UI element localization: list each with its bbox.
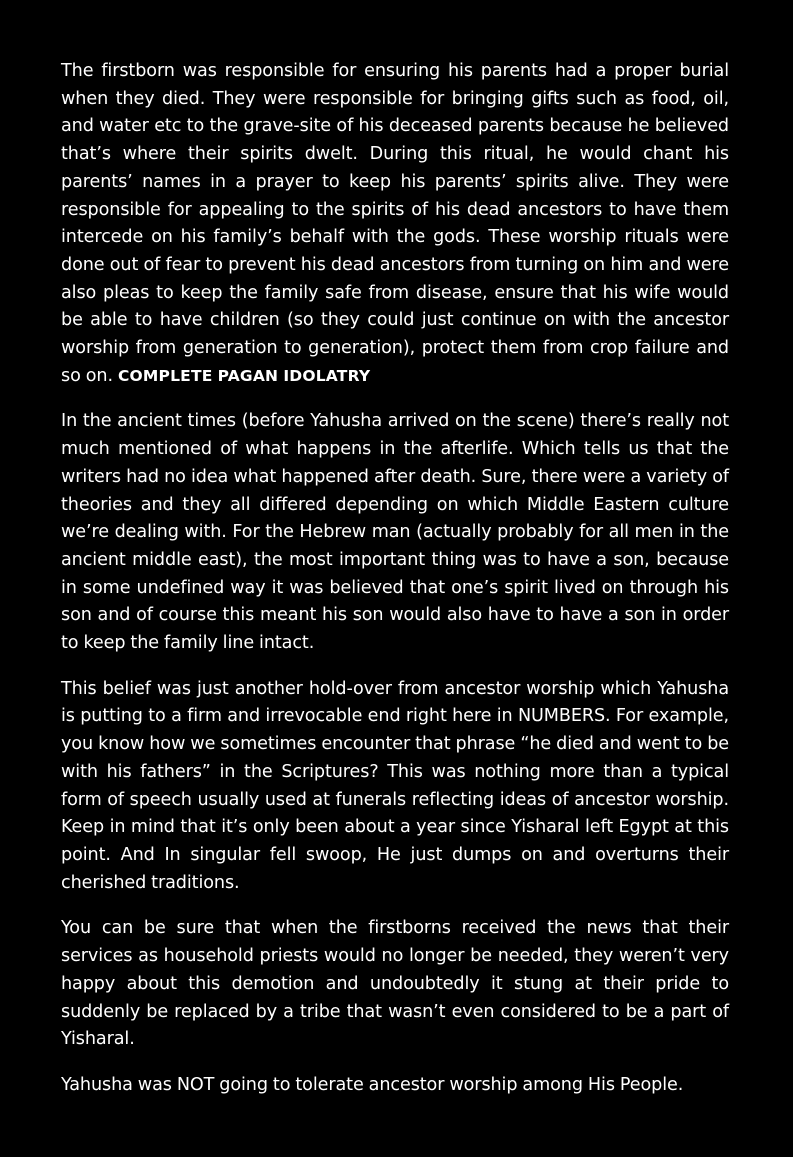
paragraph-text: Yahusha was NOT going to tolerate ancestor worship among His People. [61,1074,684,1095]
paragraph-text: You can be sure that when the firstborns received the news that their services as household priests would no longer be needed, they weren’t very happy about this demotion and undoubtedly it stung at their pride to suddenly be replaced by a tribe that wasn’t even considered to be a part of Yisharal. [61,918,729,1050]
emphasis-label: COMPLETE PAGAN IDOLATRY [117,366,371,385]
paragraph-ancestor-worship [61,676,729,898]
paragraph-firstborn-reaction [61,915,729,1054]
document-page [61,58,729,1118]
paragraph-afterlife [61,408,729,657]
paragraph-text: In the ancient times (before Yahusha arrived on the scene) there’s really not much mentioned of what happens in the afterlife. Which tells us that the writers had no idea what happened after death. Sure, there were a variety of theories and they all differed depending on which Middle Eastern culture we’re dealing with. For the Hebrew man (actually probably for all men in the ancient middle east), the most important thing was to have a son, because in some undefined way it was believed that one’s spirit lived on through his son and of course this meant his son would also have to have a son in order to keep the family line intact. [61,411,729,654]
paragraph-firstborn-duties [61,58,729,390]
paragraph-text: This belief was just another hold-over from ancestor worship which Yahusha is putting to a firm and irrevocable end right here in NUMBERS. For example, you know how we sometimes encounter that phrase “he died and went to be with his fathers” in the Scriptures? This was nothing more than a typical form of speech usually used at funerals reflecting ideas of ancestor worship. Keep in mind that it’s only been about a year since Yisharal left Egypt at this point. And In singular fell swoop, He just dumps on and overturns their cherished traditions. [61,678,729,893]
paragraph-text: The firstborn was responsible for ensuring his parents had a proper burial when they died. They were responsible for bringing gifts such as food, oil, and water etc to the grave-site of his deceased parents because he believed that’s where their spirits dwelt. During this ritual, he would chant his parents’ names in a prayer to keep his parents’ spirits alive. They were responsible for appealing to the spirits of his dead ancestors to have them intercede on his family’s behalf with the gods. These worship rituals were done out of fear to prevent his dead ancestors from turning on him and were also pleas to keep the family safe from disease, ensure that his wife would be able to have children (so they could just continue on with the ancestor worship from generation to generation), protect them from crop failure and so on. [61,61,729,386]
paragraph-conclusion [61,1072,729,1100]
